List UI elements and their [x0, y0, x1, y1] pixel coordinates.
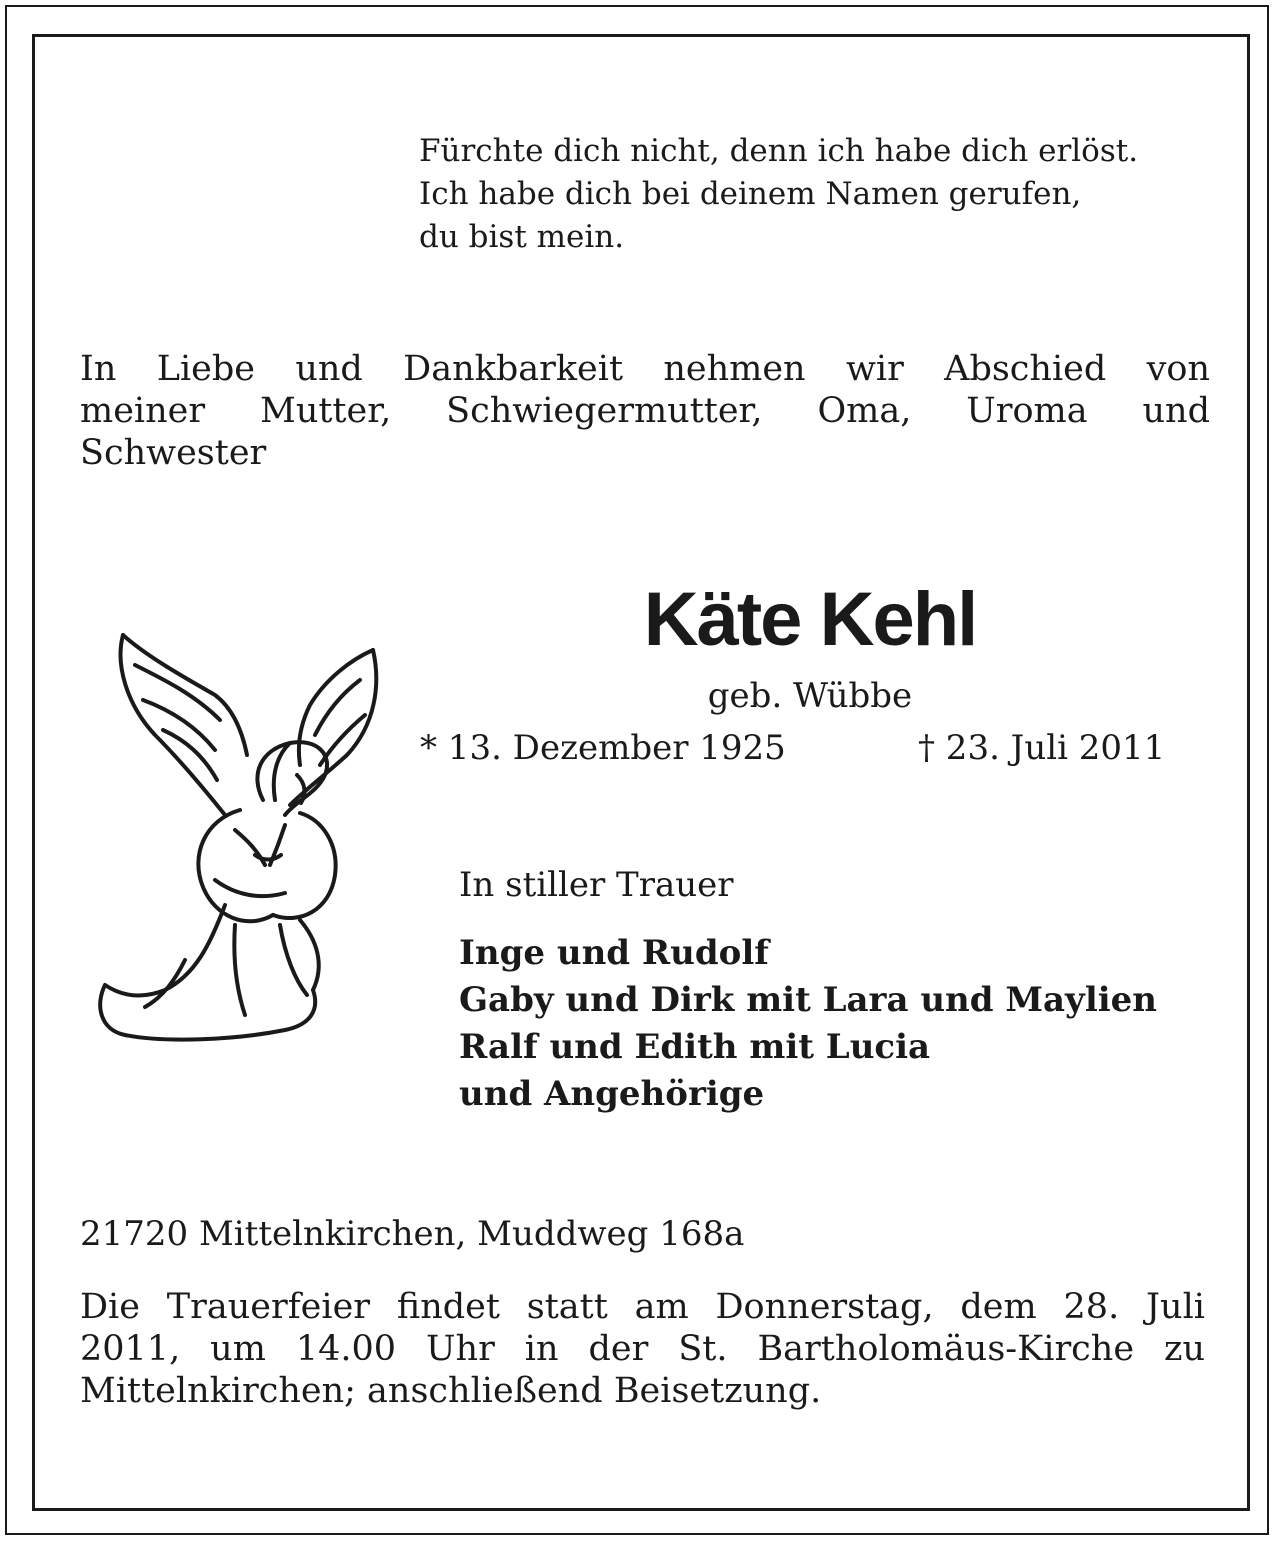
mourner-line: Ralf und Edith mit Lucia — [459, 1027, 931, 1067]
family-address: 21720 Mittelnkirchen, Muddweg 168a — [80, 1214, 745, 1254]
verse-line: Fürchte dich nicht, denn ich habe dich erlöst. — [419, 133, 1139, 169]
mourner-line: Gaby und Dirk mit Lara und Maylien — [459, 980, 1157, 1020]
farewell-intro — [80, 348, 1210, 474]
bible-verse — [419, 130, 1138, 259]
service-line: 2011, um 14.00 Uhr in der St. Bartholomäus-Kirche zu — [80, 1329, 1205, 1369]
service-line: Die Trauerfeier findet statt am Donnerstag, dem 28. Juli — [80, 1287, 1205, 1327]
mourner-line: Inge und Rudolf — [459, 933, 769, 973]
death-date: † 23. Juli 2011 — [918, 728, 1166, 768]
verse-line: du bist mein. — [419, 219, 625, 255]
angel-icon — [85, 625, 385, 1055]
intro-line: meiner Mutter, Schwiegermutter, Oma, Uroma und — [80, 391, 1210, 431]
maiden-name: geb. Wübbe — [707, 676, 913, 716]
intro-line: Schwester — [80, 433, 267, 473]
mourner-line: und Angehörige — [459, 1074, 765, 1114]
funeral-service-info — [80, 1286, 1205, 1412]
service-line: Mittelnkirchen; anschließend Beisetzung. — [80, 1371, 822, 1411]
intro-line: In Liebe und Dankbarkeit nehmen wir Abschied von — [80, 349, 1210, 389]
verse-line: Ich habe dich bei deinem Namen gerufen, — [419, 176, 1082, 212]
mourners-list — [459, 930, 1157, 1118]
mourning-phrase: In stiller Trauer — [459, 865, 734, 905]
birth-date: * 13. Dezember 1925 — [420, 728, 786, 768]
deceased-name: Käte Kehl — [643, 577, 977, 662]
